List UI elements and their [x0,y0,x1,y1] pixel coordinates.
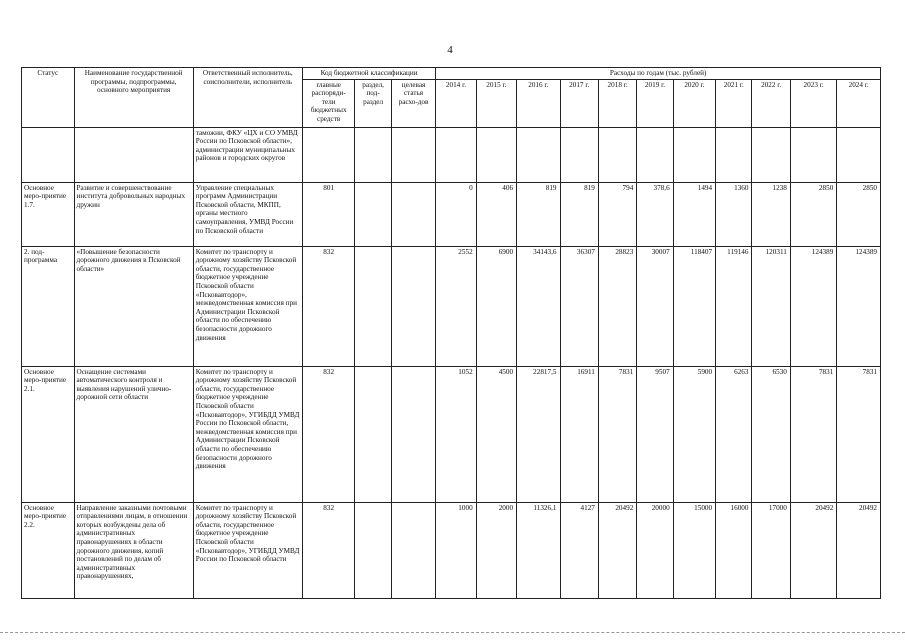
header-executor: Ответственный исполнитель, соисполнители, исполнитель [193,68,302,128]
cell-name: Развитие и совершенствование института добровольных народных дружин [74,182,193,246]
header-year: 2016 г. [517,79,560,127]
cell-value: 378,6 [637,182,673,246]
cell-status: Основное меро-приятие 2.2. [22,502,75,598]
cell-value: 34143,6 [517,246,560,366]
cell-status [22,127,75,182]
header-status: Статус [22,68,75,128]
cell-target [391,366,435,502]
cell-value: 119146 [716,246,752,366]
cell-section [355,246,391,366]
cell-value: 16000 [716,502,752,598]
cell-grbs: 832 [302,502,355,598]
cell-value: 30007 [637,246,673,366]
cell-value [476,127,516,182]
cell-value [673,127,715,182]
cell-value: 7831 [790,366,836,502]
cell-value: 7831 [598,366,636,502]
cell-name: Оснащение системами автоматического контроля и выявления нарушений улично-дорожной сети области [74,366,193,502]
cell-value [752,127,790,182]
cell-value [560,127,598,182]
cell-name [74,127,193,182]
cell-executor: таможни, ФКУ «ЦХ и СО УМВД России по Псковской области», администрации муниципальных районов и городских округов [193,127,302,182]
header-year: 2018 г. [598,79,636,127]
cell-value: 2850 [790,182,836,246]
cell-value: 16911 [560,366,598,502]
cell-section [355,127,391,182]
cell-value: 406 [476,182,516,246]
cell-executor: Комитет по транспорту и дорожному хозяйству Псковской области, государственное бюджетное учреждение Псковской области «Псковавтодор», УГИБДД УМВД России по Псковской области, межведомственная комиссия при Администрации Псковской области по обеспечению безопасности дорожного движения [193,366,302,502]
page-number: 4 [447,44,453,56]
cell-value: 1052 [436,366,476,502]
cell-grbs: 801 [302,182,355,246]
header-expenses: Расходы по годам (тыс. рублей) [436,68,881,80]
header-year: 2023 г. [790,79,836,127]
cell-value: 0 [436,182,476,246]
cell-value: 5900 [673,366,715,502]
page-bottom-edge [0,632,905,633]
cell-value [790,127,836,182]
budget-table [21,67,881,599]
cell-value: 20000 [637,502,673,598]
cell-value: 1360 [716,182,752,246]
header-main-managers: главные распоряди-тели бюджетных средств [302,79,355,127]
cell-value: 20492 [790,502,836,598]
cell-value: 794 [598,182,636,246]
cell-value: 20492 [598,502,636,598]
cell-value: 1000 [436,502,476,598]
table-row [22,502,881,598]
cell-status: Основное меро-приятие 1.7. [22,182,75,246]
table-row [22,127,881,182]
header-year: 2021 г. [716,79,752,127]
table-row [22,366,881,502]
header-target-item: целевая статья расхо-дов [391,79,435,127]
cell-value: 124389 [790,246,836,366]
cell-value [436,127,476,182]
cell-section [355,502,391,598]
cell-value: 28823 [598,246,636,366]
cell-value: 20492 [837,502,881,598]
header-year: 2020 г. [673,79,715,127]
cell-value: 124389 [837,246,881,366]
cell-executor: Комитет по транспорту и дорожному хозяйству Псковской области, государственное бюджетное учреждение Псковской области «Псковавтодор», УГИБДД УМВД России по Псковской области [193,502,302,598]
cell-value: 6900 [476,246,516,366]
header-year: 2017 г. [560,79,598,127]
cell-target [391,182,435,246]
cell-value: 36307 [560,246,598,366]
cell-grbs: 832 [302,366,355,502]
cell-value: 2000 [476,502,516,598]
cell-value: 11326,1 [517,502,560,598]
cell-target [391,246,435,366]
header-year: 2022 г. [752,79,790,127]
cell-value [517,127,560,182]
cell-value: 1494 [673,182,715,246]
cell-value: 15000 [673,502,715,598]
cell-executor: Комитет по транспорту и дорожному хозяйству Псковской области, государственное бюджетное учреждение Псковской области «Псковавтодор», межведомственная комиссия при Администрации Псковской области по обеспечению безопасности дорожного движения [193,246,302,366]
cell-name: «Повышение безопасности дорожного движения в Псковской области» [74,246,193,366]
table-row [22,246,881,366]
cell-target [391,127,435,182]
cell-grbs: 832 [302,246,355,366]
cell-status: Основное меро-приятие 2.1. [22,366,75,502]
header-section: раздел, под-раздел [355,79,391,127]
cell-value: 1238 [752,182,790,246]
cell-grbs [302,127,355,182]
cell-value: 17000 [752,502,790,598]
cell-section [355,366,391,502]
cell-value [716,127,752,182]
header-year: 2024 г. [837,79,881,127]
header-year: 2014 г. [436,79,476,127]
cell-value: 118407 [673,246,715,366]
cell-value: 6263 [716,366,752,502]
cell-target [391,502,435,598]
cell-name: Направление заказными почтовыми отправлениями лицам, в отношении которых возбуждены дела об административных правонарушениях в области дорожного движения, копий постановлений по делам об административных правонарушениях, [74,502,193,598]
cell-value [837,127,881,182]
cell-value: 4500 [476,366,516,502]
cell-value: 6530 [752,366,790,502]
cell-section [355,182,391,246]
cell-value [598,127,636,182]
cell-value: 7831 [837,366,881,502]
cell-value: 9507 [637,366,673,502]
cell-value: 2850 [837,182,881,246]
cell-value: 819 [517,182,560,246]
cell-executor: Управление специальных программ Администрации Псковской области, МКПП, органы местного самоуправления, УМВД России по Псковской области [193,182,302,246]
header-year: 2019 г. [637,79,673,127]
table-row [22,182,881,246]
header-year: 2015 г. [476,79,516,127]
header-budget-code: Код бюджетной классификации [302,68,435,80]
cell-value: 4127 [560,502,598,598]
cell-value [637,127,673,182]
cell-status: 2. под-программа [22,246,75,366]
cell-value: 22817,5 [517,366,560,502]
cell-value: 819 [560,182,598,246]
cell-value: 2552 [436,246,476,366]
cell-value: 120311 [752,246,790,366]
header-program-name: Наименование государственной программы, подпрограммы, основного мероприятия [74,68,193,128]
